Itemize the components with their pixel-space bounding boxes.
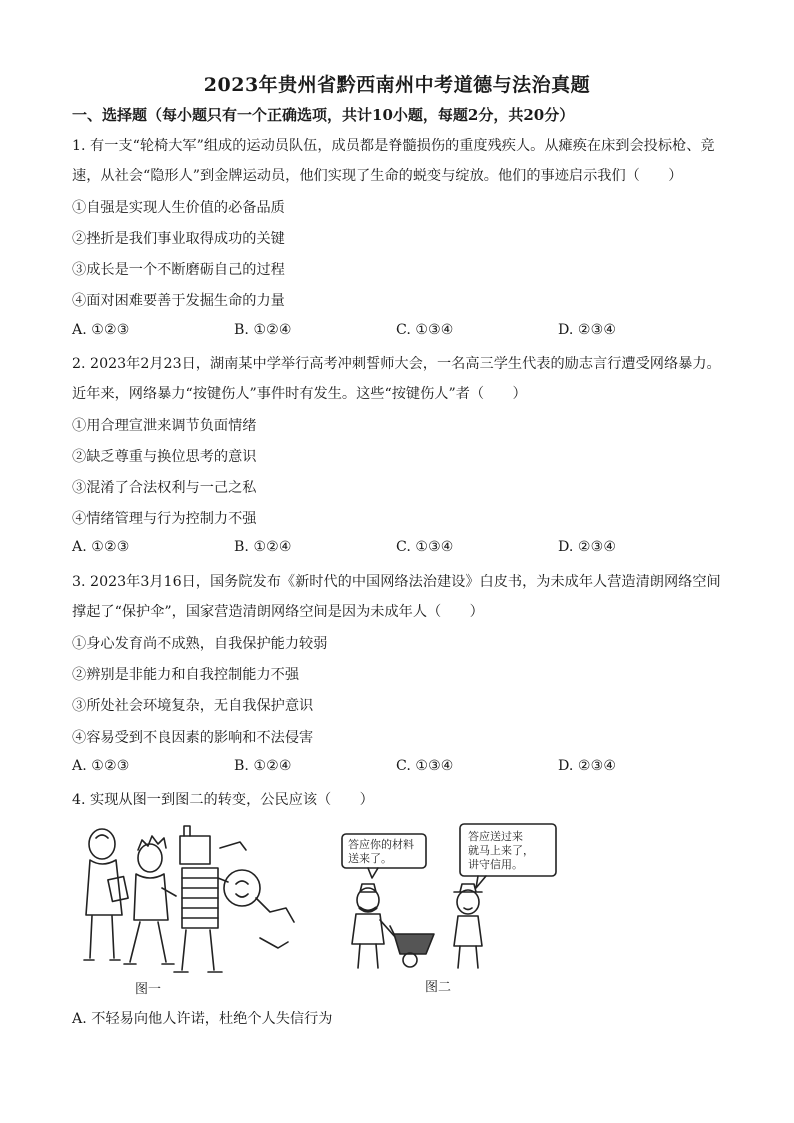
q1-options: [72, 322, 732, 338]
page-title: 2023年贵州省黔西南州中考道德与法治真题: [203, 74, 591, 96]
q3-item-4: ④容易受到不良因素的影响和不法侵害: [72, 730, 314, 746]
bubble-right-line-1: 答应送过来: [468, 830, 523, 843]
q1-item-2: ②挫折是我们事业取得成功的关键: [72, 231, 285, 247]
q3-option-c[interactable]: C. ①③④: [396, 758, 454, 774]
q3-item-1: ①身心发育尚不成熟，自我保护能力较弱: [72, 636, 328, 652]
q2-option-c[interactable]: C. ①③④: [396, 539, 454, 555]
bubble-left-line-1: 答应你的材料: [348, 838, 414, 851]
q2-option-b[interactable]: B. ①②④: [234, 539, 292, 555]
figure-2-cartoon: [338, 822, 578, 972]
bubble-left-line-2: 送来了。: [348, 852, 392, 865]
q1-item-4: ④面对困难要善于发掘生命的力量: [72, 293, 285, 309]
q1-option-d[interactable]: D. ②③④: [558, 322, 617, 338]
figure-1-caption: 图一: [135, 982, 162, 997]
bubble-right-line-2: 就马上来了，: [468, 844, 534, 857]
q2-item-2: ②缺乏尊重与换位思考的意识: [72, 449, 257, 465]
q3-item-3: ③所处社会环境复杂，无自我保护意识: [72, 698, 314, 714]
q1-option-a[interactable]: A. ①②③: [72, 322, 130, 338]
q1-option-b[interactable]: B. ①②④: [234, 322, 292, 338]
q2-item-1: ①用合理宣泄来调节负面情绪: [72, 418, 257, 434]
q2-item-3: ③混淆了合法权利与一己之私: [72, 480, 257, 496]
q4-stem: 4. 实现从图一到图二的转变，公民应该（ ）: [72, 792, 374, 808]
q2-stem-line-2: 近年来，网络暴力“按键伤人”事件时有发生。这些“按键伤人”者（ ）: [72, 386, 527, 402]
q1-stem-line-2: 速，从社会“隐形人”到金牌运动员，他们实现了生命的蜕变与绽放。他们的事迹启示我们（ ）: [72, 168, 683, 184]
q1-item-1: ①自强是实现人生价值的必备品质: [72, 200, 285, 216]
q3-stem-line-2: 撑起了“保护伞”，国家营造清朗网络空间是因为未成年人（ ）: [72, 604, 484, 620]
q1-item-3: ③成长是一个不断磨砺自己的过程: [72, 262, 285, 278]
figure-2-caption: 图二: [425, 980, 452, 995]
section-heading: 一、选择题（每小题只有一个正确选项，共计10小题，每题2分，共20分）: [72, 106, 575, 124]
bubble-right-line-3: 讲守信用。: [468, 858, 523, 871]
q4-option-a[interactable]: A. 不轻易向他人许诺，杜绝个人失信行为: [72, 1011, 333, 1027]
q2-option-a[interactable]: A. ①②③: [72, 539, 130, 555]
q1-option-c[interactable]: C. ①③④: [396, 322, 454, 338]
q3-option-d[interactable]: D. ②③④: [558, 758, 617, 774]
q2-option-d[interactable]: D. ②③④: [558, 539, 617, 555]
q3-option-a[interactable]: A. ①②③: [72, 758, 130, 774]
q2-item-4: ④情绪管理与行为控制力不强: [72, 511, 257, 527]
q3-item-2: ②辨别是非能力和自我控制能力不强: [72, 667, 300, 683]
figure-1-cartoon: [70, 818, 330, 988]
q1-stem-line-1: 1. 有一支“轮椅大军”组成的运动员队伍，成员都是脊髓损伤的重度残疾人。从瘫痪在床到会投标枪、竞: [72, 138, 715, 154]
q2-options: [72, 539, 732, 555]
q2-stem-line-1: 2. 2023年2月23日，湖南某中学举行高考冲刺誓师大会，一名高三学生代表的励志言行遭受网络暴力。: [72, 356, 721, 372]
q3-option-b[interactable]: B. ①②④: [234, 758, 292, 774]
q3-options: [72, 758, 732, 774]
q3-stem-line-1: 3. 2023年3月16日，国务院发布《新时代的中国网络法治建设》白皮书，为未成年人营造清朗网络空间: [72, 574, 721, 590]
